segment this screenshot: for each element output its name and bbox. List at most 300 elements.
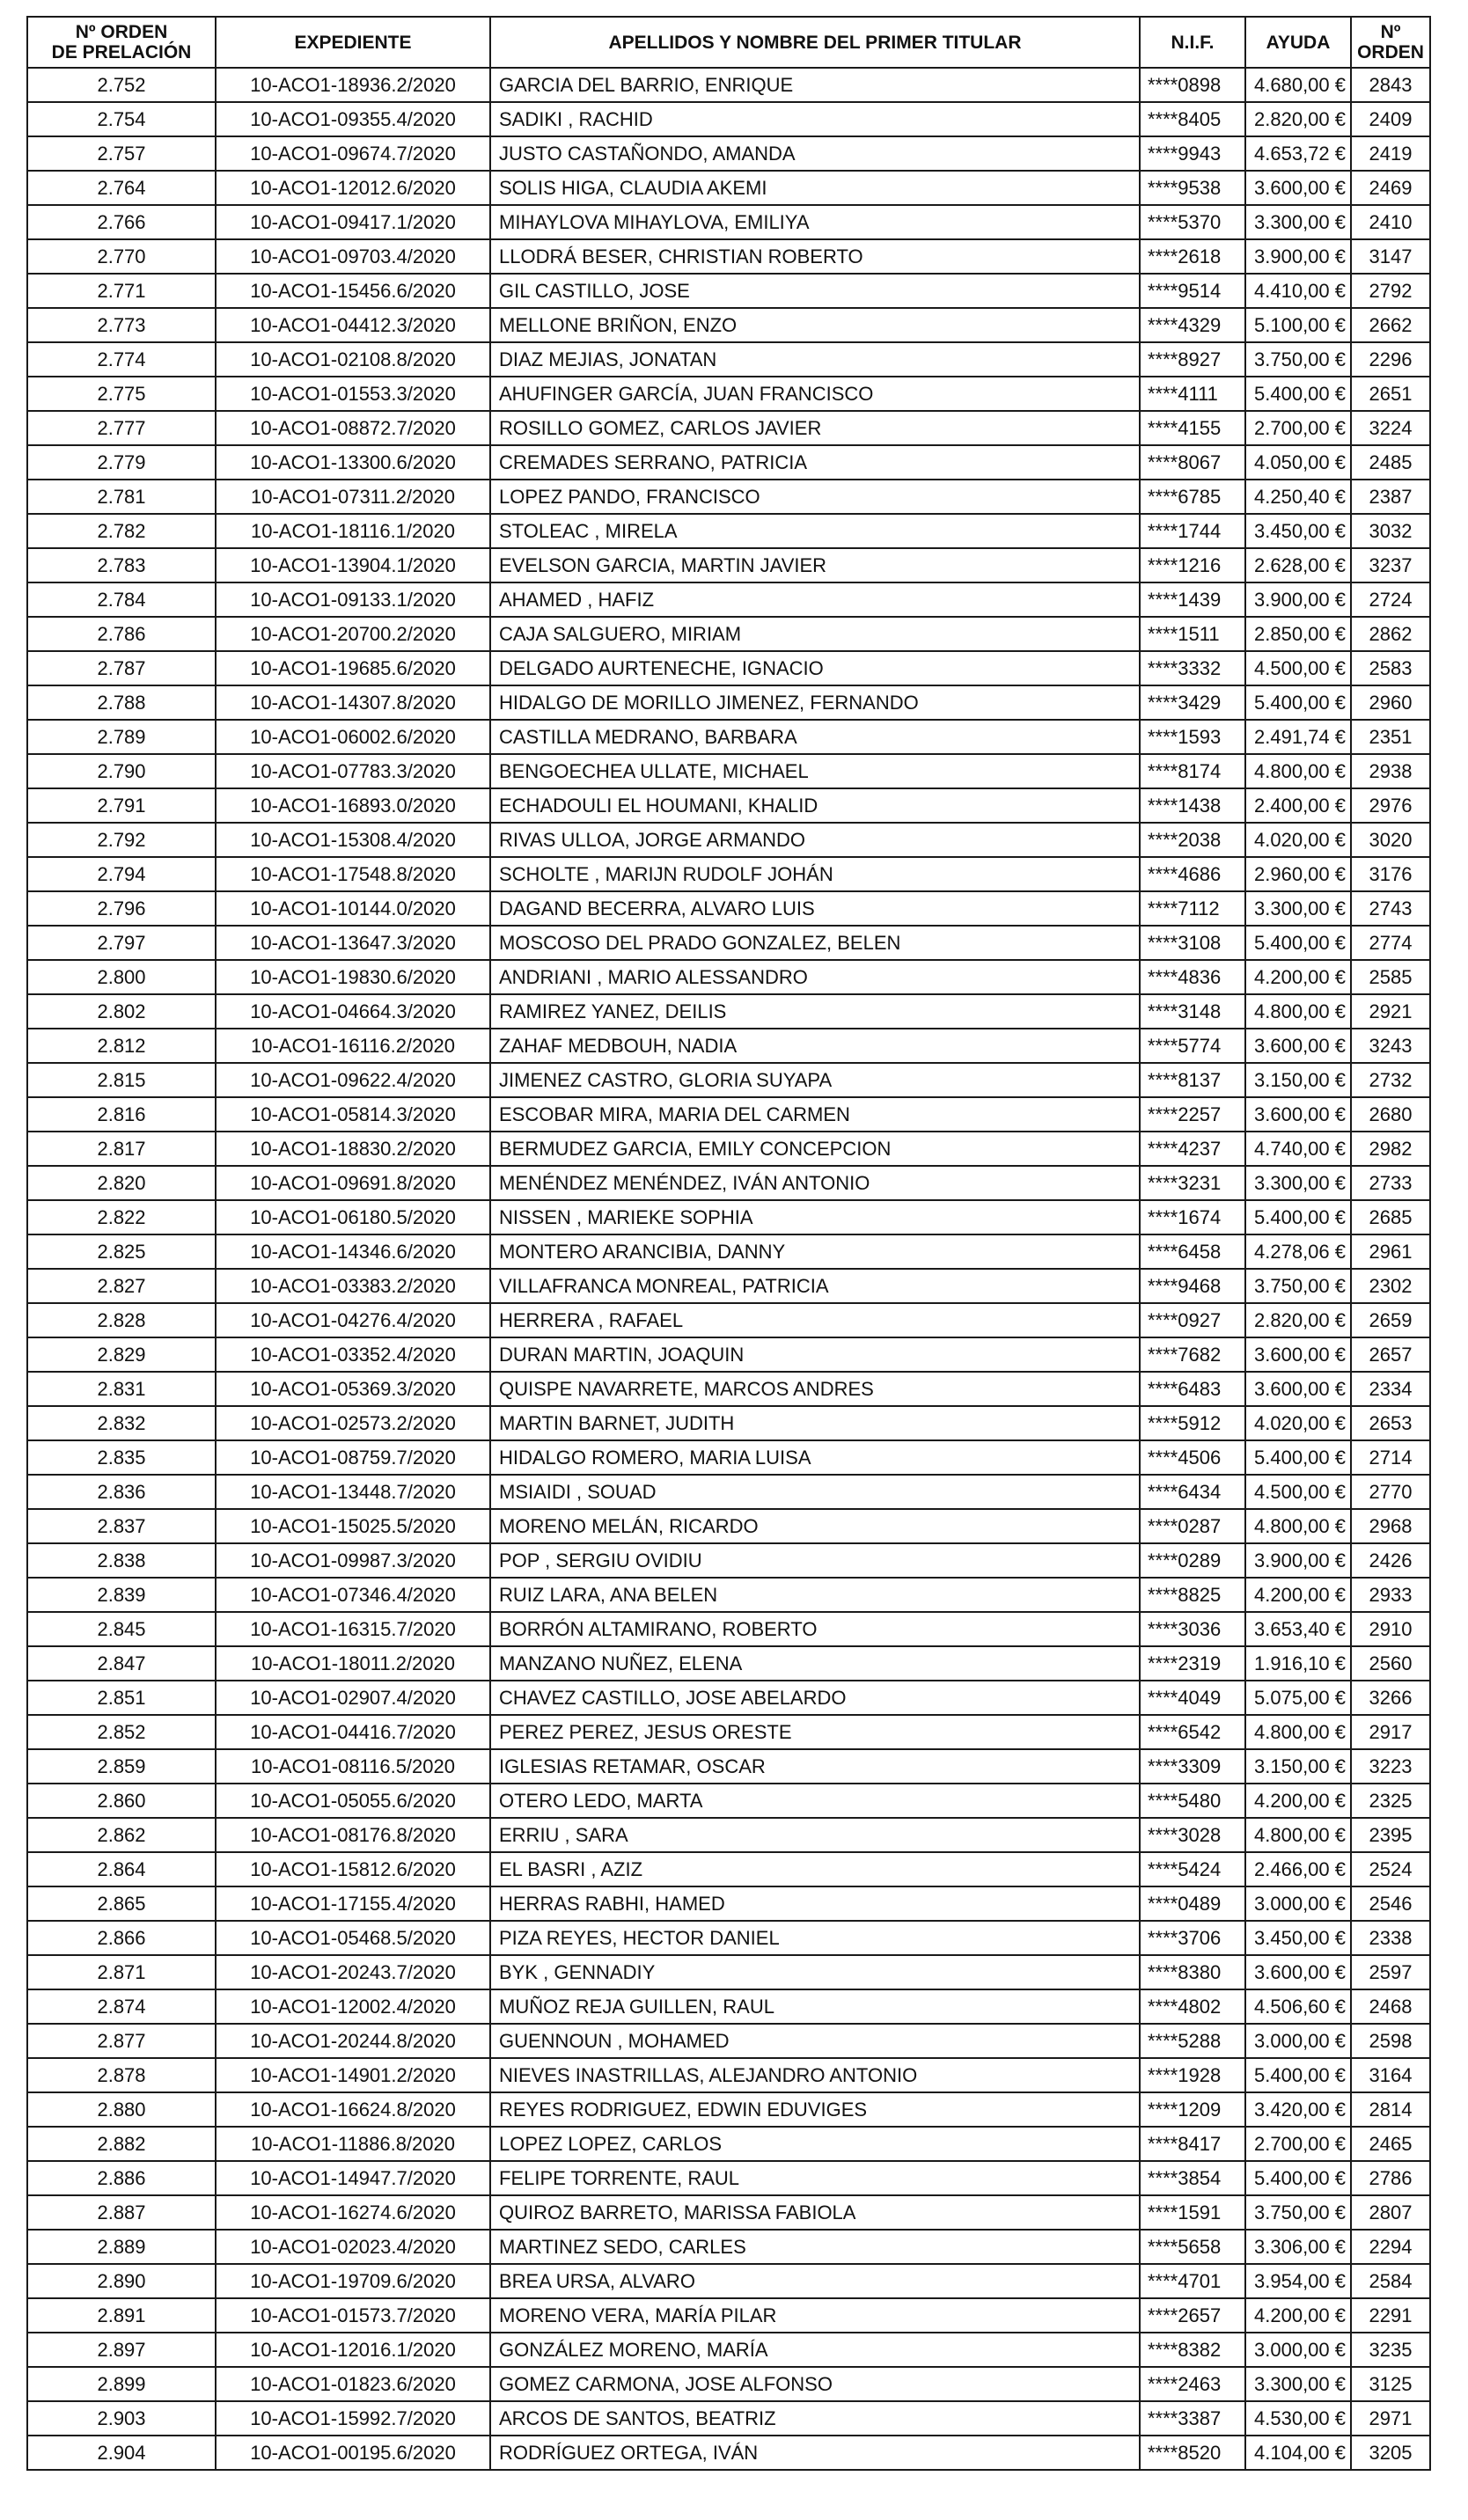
cell-nif: ****5370 bbox=[1140, 205, 1245, 239]
cell-orden: 3176 bbox=[1351, 857, 1430, 891]
cell-titular: PIZA REYES, HECTOR DANIEL bbox=[490, 1921, 1140, 1955]
cell-orden-prelacion: 2.791 bbox=[27, 788, 216, 823]
cell-orden: 2968 bbox=[1351, 1509, 1430, 1543]
table-row bbox=[27, 2264, 1430, 2298]
cell-orden: 3243 bbox=[1351, 1029, 1430, 1063]
cell-orden: 2296 bbox=[1351, 342, 1430, 377]
cell-orden: 2724 bbox=[1351, 582, 1430, 617]
cell-expediente: 10-ACO1-19685.6/2020 bbox=[216, 651, 490, 685]
cell-nif: ****0927 bbox=[1140, 1303, 1245, 1337]
cell-orden-prelacion: 2.816 bbox=[27, 1097, 216, 1132]
cell-nif: ****4049 bbox=[1140, 1681, 1245, 1715]
cell-orden-prelacion: 2.774 bbox=[27, 342, 216, 377]
cell-ayuda: 2.850,00 € bbox=[1245, 617, 1351, 651]
cell-expediente: 10-ACO1-16624.8/2020 bbox=[216, 2092, 490, 2127]
table-row bbox=[27, 308, 1430, 342]
cell-orden-prelacion: 2.802 bbox=[27, 994, 216, 1029]
cell-nif: ****8380 bbox=[1140, 1955, 1245, 1989]
table-header bbox=[27, 17, 1430, 68]
cell-ayuda: 3.150,00 € bbox=[1245, 1063, 1351, 1097]
cell-expediente: 10-ACO1-20700.2/2020 bbox=[216, 617, 490, 651]
cell-orden: 2714 bbox=[1351, 1440, 1430, 1475]
cell-orden: 2862 bbox=[1351, 617, 1430, 651]
cell-ayuda: 3.306,00 € bbox=[1245, 2230, 1351, 2264]
cell-orden: 2743 bbox=[1351, 891, 1430, 926]
cell-ayuda: 2.466,00 € bbox=[1245, 1852, 1351, 1886]
table-row bbox=[27, 1029, 1430, 1063]
cell-ayuda: 2.700,00 € bbox=[1245, 411, 1351, 445]
cell-orden-prelacion: 2.771 bbox=[27, 274, 216, 308]
cell-orden-prelacion: 2.754 bbox=[27, 102, 216, 136]
cell-ayuda: 3.750,00 € bbox=[1245, 2195, 1351, 2230]
cell-titular: RODRÍGUEZ ORTEGA, IVÁN bbox=[490, 2436, 1140, 2470]
cell-titular: JIMENEZ CASTRO, GLORIA SUYAPA bbox=[490, 1063, 1140, 1097]
header-ayuda: AYUDA bbox=[1245, 17, 1351, 68]
cell-orden: 2971 bbox=[1351, 2401, 1430, 2436]
cell-expediente: 10-ACO1-04416.7/2020 bbox=[216, 1715, 490, 1749]
cell-orden: 2351 bbox=[1351, 720, 1430, 754]
cell-titular: PEREZ PEREZ, JESUS ORESTE bbox=[490, 1715, 1140, 1749]
cell-expediente: 10-ACO1-12016.1/2020 bbox=[216, 2333, 490, 2367]
cell-expediente: 10-ACO1-18116.1/2020 bbox=[216, 514, 490, 548]
cell-orden: 3224 bbox=[1351, 411, 1430, 445]
cell-nif: ****1216 bbox=[1140, 548, 1245, 582]
cell-ayuda: 3.750,00 € bbox=[1245, 342, 1351, 377]
header-row bbox=[27, 17, 1430, 68]
cell-orden-prelacion: 2.797 bbox=[27, 926, 216, 960]
table-row bbox=[27, 2092, 1430, 2127]
cell-orden: 2732 bbox=[1351, 1063, 1430, 1097]
cell-orden-prelacion: 2.812 bbox=[27, 1029, 216, 1063]
cell-expediente: 10-ACO1-05369.3/2020 bbox=[216, 1372, 490, 1406]
cell-ayuda: 4.800,00 € bbox=[1245, 1509, 1351, 1543]
cell-orden-prelacion: 2.866 bbox=[27, 1921, 216, 1955]
cell-orden: 2921 bbox=[1351, 994, 1430, 1029]
cell-orden: 2685 bbox=[1351, 1200, 1430, 1234]
table-row bbox=[27, 2367, 1430, 2401]
cell-ayuda: 3.600,00 € bbox=[1245, 171, 1351, 205]
cell-nif: ****4836 bbox=[1140, 960, 1245, 994]
cell-titular: CAJA SALGUERO, MIRIAM bbox=[490, 617, 1140, 651]
cell-orden: 3032 bbox=[1351, 514, 1430, 548]
cell-nif: ****1928 bbox=[1140, 2058, 1245, 2092]
cell-orden: 3020 bbox=[1351, 823, 1430, 857]
cell-nif: ****1209 bbox=[1140, 2092, 1245, 2127]
table-row bbox=[27, 2333, 1430, 2367]
table-row bbox=[27, 754, 1430, 788]
cell-nif: ****2257 bbox=[1140, 1097, 1245, 1132]
cell-ayuda: 2.628,00 € bbox=[1245, 548, 1351, 582]
cell-ayuda: 5.400,00 € bbox=[1245, 1200, 1351, 1234]
cell-expediente: 10-ACO1-09622.4/2020 bbox=[216, 1063, 490, 1097]
cell-nif: ****4111 bbox=[1140, 377, 1245, 411]
cell-orden: 3205 bbox=[1351, 2436, 1430, 2470]
cell-orden: 2546 bbox=[1351, 1886, 1430, 1921]
cell-expediente: 10-ACO1-08116.5/2020 bbox=[216, 1749, 490, 1784]
cell-orden-prelacion: 2.825 bbox=[27, 1234, 216, 1269]
cell-orden-prelacion: 2.831 bbox=[27, 1372, 216, 1406]
cell-titular: GUENNOUN , MOHAMED bbox=[490, 2024, 1140, 2058]
cell-orden: 2387 bbox=[1351, 480, 1430, 514]
cell-ayuda: 4.200,00 € bbox=[1245, 960, 1351, 994]
cell-expediente: 10-ACO1-12002.4/2020 bbox=[216, 1989, 490, 2024]
cell-orden: 2485 bbox=[1351, 445, 1430, 480]
cell-ayuda: 3.000,00 € bbox=[1245, 1886, 1351, 1921]
cell-nif: ****9943 bbox=[1140, 136, 1245, 171]
cell-ayuda: 3.600,00 € bbox=[1245, 1337, 1351, 1372]
cell-titular: DAGAND BECERRA, ALVARO LUIS bbox=[490, 891, 1140, 926]
cell-expediente: 10-ACO1-01553.3/2020 bbox=[216, 377, 490, 411]
table-row bbox=[27, 926, 1430, 960]
table-row bbox=[27, 239, 1430, 274]
cell-expediente: 10-ACO1-11886.8/2020 bbox=[216, 2127, 490, 2161]
cell-expediente: 10-ACO1-13647.3/2020 bbox=[216, 926, 490, 960]
table-row bbox=[27, 1475, 1430, 1509]
table-row bbox=[27, 891, 1430, 926]
cell-orden-prelacion: 2.851 bbox=[27, 1681, 216, 1715]
cell-titular: MENÉNDEZ MENÉNDEZ, IVÁN ANTONIO bbox=[490, 1166, 1140, 1200]
cell-titular: ECHADOULI EL HOUMANI, KHALID bbox=[490, 788, 1140, 823]
cell-expediente: 10-ACO1-14901.2/2020 bbox=[216, 2058, 490, 2092]
cell-expediente: 10-ACO1-16116.2/2020 bbox=[216, 1029, 490, 1063]
cell-orden: 3125 bbox=[1351, 2367, 1430, 2401]
cell-orden-prelacion: 2.836 bbox=[27, 1475, 216, 1509]
cell-ayuda: 3.450,00 € bbox=[1245, 1921, 1351, 1955]
cell-orden: 2843 bbox=[1351, 68, 1430, 102]
table-row bbox=[27, 2058, 1430, 2092]
cell-expediente: 10-ACO1-10144.0/2020 bbox=[216, 891, 490, 926]
header-orden-prelacion bbox=[27, 17, 216, 68]
cell-orden-prelacion: 2.859 bbox=[27, 1749, 216, 1784]
cell-titular: SOLIS HIGA, CLAUDIA AKEMI bbox=[490, 171, 1140, 205]
cell-nif: ****3309 bbox=[1140, 1749, 1245, 1784]
cell-titular: MIHAYLOVA MIHAYLOVA, EMILIYA bbox=[490, 205, 1140, 239]
cell-expediente: 10-ACO1-15456.6/2020 bbox=[216, 274, 490, 308]
table-row bbox=[27, 1234, 1430, 1269]
cell-expediente: 10-ACO1-20244.8/2020 bbox=[216, 2024, 490, 2058]
cell-orden-prelacion: 2.891 bbox=[27, 2298, 216, 2333]
cell-expediente: 10-ACO1-07783.3/2020 bbox=[216, 754, 490, 788]
cell-orden-prelacion: 2.783 bbox=[27, 548, 216, 582]
table-row bbox=[27, 1955, 1430, 1989]
header-orden-line2: ORDEN bbox=[1357, 42, 1424, 62]
cell-expediente: 10-ACO1-13448.7/2020 bbox=[216, 1475, 490, 1509]
cell-ayuda: 4.020,00 € bbox=[1245, 1406, 1351, 1440]
table-row bbox=[27, 1132, 1430, 1166]
cell-titular: MORENO VERA, MARÍA PILAR bbox=[490, 2298, 1140, 2333]
cell-ayuda: 3.300,00 € bbox=[1245, 205, 1351, 239]
cell-nif: ****0489 bbox=[1140, 1886, 1245, 1921]
cell-expediente: 10-ACO1-15812.6/2020 bbox=[216, 1852, 490, 1886]
cell-orden: 2807 bbox=[1351, 2195, 1430, 2230]
cell-orden-prelacion: 2.800 bbox=[27, 960, 216, 994]
cell-nif: ****1439 bbox=[1140, 582, 1245, 617]
cell-orden-prelacion: 2.835 bbox=[27, 1440, 216, 1475]
table-row bbox=[27, 136, 1430, 171]
cell-orden-prelacion: 2.845 bbox=[27, 1612, 216, 1646]
table-row bbox=[27, 205, 1430, 239]
table-row bbox=[27, 823, 1430, 857]
cell-titular: CREMADES SERRANO, PATRICIA bbox=[490, 445, 1140, 480]
cell-ayuda: 4.506,60 € bbox=[1245, 1989, 1351, 2024]
table-row bbox=[27, 1784, 1430, 1818]
cell-expediente: 10-ACO1-09691.8/2020 bbox=[216, 1166, 490, 1200]
cell-titular: RIVAS ULLOA, JORGE ARMANDO bbox=[490, 823, 1140, 857]
cell-titular: HERRERA , RAFAEL bbox=[490, 1303, 1140, 1337]
cell-nif: ****8417 bbox=[1140, 2127, 1245, 2161]
cell-titular: REYES RODRIGUEZ, EDWIN EDUVIGES bbox=[490, 2092, 1140, 2127]
table-row bbox=[27, 68, 1430, 102]
cell-orden-prelacion: 2.886 bbox=[27, 2161, 216, 2195]
cell-titular: MANZANO NUÑEZ, ELENA bbox=[490, 1646, 1140, 1681]
cell-ayuda: 4.410,00 € bbox=[1245, 274, 1351, 308]
cell-expediente: 10-ACO1-09355.4/2020 bbox=[216, 102, 490, 136]
cell-orden: 2419 bbox=[1351, 136, 1430, 171]
cell-expediente: 10-ACO1-09703.4/2020 bbox=[216, 239, 490, 274]
cell-titular: RUIZ LARA, ANA BELEN bbox=[490, 1578, 1140, 1612]
cell-orden: 2524 bbox=[1351, 1852, 1430, 1886]
table-row bbox=[27, 960, 1430, 994]
cell-expediente: 10-ACO1-04664.3/2020 bbox=[216, 994, 490, 1029]
cell-nif: ****4701 bbox=[1140, 2264, 1245, 2298]
cell-expediente: 10-ACO1-02907.4/2020 bbox=[216, 1681, 490, 1715]
cell-expediente: 10-ACO1-02108.8/2020 bbox=[216, 342, 490, 377]
cell-ayuda: 4.500,00 € bbox=[1245, 651, 1351, 685]
cell-orden: 2395 bbox=[1351, 1818, 1430, 1852]
cell-orden: 2662 bbox=[1351, 308, 1430, 342]
cell-orden: 2426 bbox=[1351, 1543, 1430, 1578]
table-row bbox=[27, 720, 1430, 754]
cell-orden-prelacion: 2.777 bbox=[27, 411, 216, 445]
cell-ayuda: 3.954,00 € bbox=[1245, 2264, 1351, 2298]
cell-nif: ****2618 bbox=[1140, 239, 1245, 274]
cell-ayuda: 2.400,00 € bbox=[1245, 788, 1351, 823]
table-row bbox=[27, 411, 1430, 445]
cell-ayuda: 4.104,00 € bbox=[1245, 2436, 1351, 2470]
cell-titular: EL BASRI , AZIZ bbox=[490, 1852, 1140, 1886]
cell-ayuda: 2.960,00 € bbox=[1245, 857, 1351, 891]
cell-nif: ****2038 bbox=[1140, 823, 1245, 857]
cell-expediente: 10-ACO1-14307.8/2020 bbox=[216, 685, 490, 720]
cell-orden-prelacion: 2.770 bbox=[27, 239, 216, 274]
cell-nif: ****5288 bbox=[1140, 2024, 1245, 2058]
cell-titular: ERRIU , SARA bbox=[490, 1818, 1140, 1852]
cell-orden: 2960 bbox=[1351, 685, 1430, 720]
cell-orden: 2468 bbox=[1351, 1989, 1430, 2024]
cell-nif: ****1511 bbox=[1140, 617, 1245, 651]
cell-nif: ****8174 bbox=[1140, 754, 1245, 788]
cell-ayuda: 2.700,00 € bbox=[1245, 2127, 1351, 2161]
cell-ayuda: 3.450,00 € bbox=[1245, 514, 1351, 548]
cell-nif: ****3332 bbox=[1140, 651, 1245, 685]
table-row bbox=[27, 1406, 1430, 1440]
cell-ayuda: 2.491,74 € bbox=[1245, 720, 1351, 754]
cell-titular: HERRAS RABHI, HAMED bbox=[490, 1886, 1140, 1921]
table-row bbox=[27, 1921, 1430, 1955]
table-row bbox=[27, 1509, 1430, 1543]
cell-titular: MOSCOSO DEL PRADO GONZALEZ, BELEN bbox=[490, 926, 1140, 960]
cell-orden: 3237 bbox=[1351, 548, 1430, 582]
cell-titular: HIDALGO ROMERO, MARIA LUISA bbox=[490, 1440, 1140, 1475]
cell-orden-prelacion: 2.789 bbox=[27, 720, 216, 754]
cell-orden: 2465 bbox=[1351, 2127, 1430, 2161]
cell-titular: MARTINEZ SEDO, CARLES bbox=[490, 2230, 1140, 2264]
cell-nif: ****7112 bbox=[1140, 891, 1245, 926]
cell-ayuda: 5.400,00 € bbox=[1245, 2161, 1351, 2195]
cell-titular: CHAVEZ CASTILLO, JOSE ABELARDO bbox=[490, 1681, 1140, 1715]
cell-ayuda: 4.800,00 € bbox=[1245, 994, 1351, 1029]
header-orden-prelacion-line2: DE PRELACIÓN bbox=[51, 42, 192, 62]
cell-orden-prelacion: 2.817 bbox=[27, 1132, 216, 1166]
cell-orden: 2584 bbox=[1351, 2264, 1430, 2298]
cell-ayuda: 4.020,00 € bbox=[1245, 823, 1351, 857]
cell-titular: NIEVES INASTRILLAS, ALEJANDRO ANTONIO bbox=[490, 2058, 1140, 2092]
table-row bbox=[27, 685, 1430, 720]
cell-nif: ****9538 bbox=[1140, 171, 1245, 205]
table-row bbox=[27, 377, 1430, 411]
cell-orden: 2583 bbox=[1351, 651, 1430, 685]
table-row bbox=[27, 171, 1430, 205]
cell-orden: 2598 bbox=[1351, 2024, 1430, 2058]
cell-titular: OTERO LEDO, MARTA bbox=[490, 1784, 1140, 1818]
cell-ayuda: 3.750,00 € bbox=[1245, 1269, 1351, 1303]
cell-ayuda: 5.400,00 € bbox=[1245, 377, 1351, 411]
cell-expediente: 10-ACO1-02573.2/2020 bbox=[216, 1406, 490, 1440]
cell-ayuda: 1.916,10 € bbox=[1245, 1646, 1351, 1681]
cell-orden-prelacion: 2.865 bbox=[27, 1886, 216, 1921]
cell-ayuda: 4.250,40 € bbox=[1245, 480, 1351, 514]
cell-orden-prelacion: 2.782 bbox=[27, 514, 216, 548]
table-row bbox=[27, 1852, 1430, 1886]
cell-orden: 2338 bbox=[1351, 1921, 1430, 1955]
cell-nif: ****5658 bbox=[1140, 2230, 1245, 2264]
cell-titular: VILLAFRANCA MONREAL, PATRICIA bbox=[490, 1269, 1140, 1303]
table-row bbox=[27, 1097, 1430, 1132]
table-row bbox=[27, 1989, 1430, 2024]
cell-expediente: 10-ACO1-09133.1/2020 bbox=[216, 582, 490, 617]
cell-orden: 2409 bbox=[1351, 102, 1430, 136]
cell-orden: 3223 bbox=[1351, 1749, 1430, 1784]
table-row bbox=[27, 2127, 1430, 2161]
cell-orden: 3266 bbox=[1351, 1681, 1430, 1715]
cell-orden-prelacion: 2.871 bbox=[27, 1955, 216, 1989]
cell-ayuda: 3.000,00 € bbox=[1245, 2024, 1351, 2058]
cell-orden-prelacion: 2.862 bbox=[27, 1818, 216, 1852]
cell-nif: ****4237 bbox=[1140, 1132, 1245, 1166]
table-row bbox=[27, 1372, 1430, 1406]
cell-expediente: 10-ACO1-03383.2/2020 bbox=[216, 1269, 490, 1303]
cell-orden-prelacion: 2.787 bbox=[27, 651, 216, 685]
cell-nif: ****1591 bbox=[1140, 2195, 1245, 2230]
cell-titular: NISSEN , MARIEKE SOPHIA bbox=[490, 1200, 1140, 1234]
cell-nif: ****4155 bbox=[1140, 411, 1245, 445]
cell-ayuda: 2.820,00 € bbox=[1245, 102, 1351, 136]
cell-titular: BYK , GENNADIY bbox=[490, 1955, 1140, 1989]
cell-orden: 2910 bbox=[1351, 1612, 1430, 1646]
table-row bbox=[27, 548, 1430, 582]
cell-nif: ****5774 bbox=[1140, 1029, 1245, 1063]
cell-titular: EVELSON GARCIA, MARTIN JAVIER bbox=[490, 548, 1140, 582]
cell-titular: AHUFINGER GARCÍA, JUAN FRANCISCO bbox=[490, 377, 1140, 411]
cell-expediente: 10-ACO1-05468.5/2020 bbox=[216, 1921, 490, 1955]
cell-ayuda: 4.200,00 € bbox=[1245, 2298, 1351, 2333]
cell-expediente: 10-ACO1-00195.6/2020 bbox=[216, 2436, 490, 2470]
cell-orden: 2653 bbox=[1351, 1406, 1430, 1440]
cell-titular: BENGOECHEA ULLATE, MICHAEL bbox=[490, 754, 1140, 788]
cell-orden: 2976 bbox=[1351, 788, 1430, 823]
cell-orden-prelacion: 2.820 bbox=[27, 1166, 216, 1200]
cell-orden-prelacion: 2.890 bbox=[27, 2264, 216, 2298]
cell-orden-prelacion: 2.903 bbox=[27, 2401, 216, 2436]
cell-ayuda: 4.200,00 € bbox=[1245, 1784, 1351, 1818]
cell-titular: LOPEZ PANDO, FRANCISCO bbox=[490, 480, 1140, 514]
cell-titular: MELLONE BRIÑON, ENZO bbox=[490, 308, 1140, 342]
cell-expediente: 10-ACO1-06002.6/2020 bbox=[216, 720, 490, 754]
cell-orden-prelacion: 2.878 bbox=[27, 2058, 216, 2092]
beneficiaries-table bbox=[26, 16, 1431, 2471]
cell-expediente: 10-ACO1-04276.4/2020 bbox=[216, 1303, 490, 1337]
cell-nif: ****8067 bbox=[1140, 445, 1245, 480]
cell-titular: LLODRÁ BESER, CHRISTIAN ROBERTO bbox=[490, 239, 1140, 274]
table-row bbox=[27, 857, 1430, 891]
table-body bbox=[27, 68, 1430, 2470]
cell-nif: ****6458 bbox=[1140, 1234, 1245, 1269]
cell-orden-prelacion: 2.766 bbox=[27, 205, 216, 239]
cell-expediente: 10-ACO1-18936.2/2020 bbox=[216, 68, 490, 102]
cell-titular: FELIPE TORRENTE, RAUL bbox=[490, 2161, 1140, 2195]
cell-orden-prelacion: 2.779 bbox=[27, 445, 216, 480]
cell-nif: ****3148 bbox=[1140, 994, 1245, 1029]
cell-nif: ****3854 bbox=[1140, 2161, 1245, 2195]
cell-ayuda: 4.653,72 € bbox=[1245, 136, 1351, 171]
table-row bbox=[27, 2161, 1430, 2195]
cell-ayuda: 5.400,00 € bbox=[1245, 926, 1351, 960]
cell-titular: MONTERO ARANCIBIA, DANNY bbox=[490, 1234, 1140, 1269]
cell-expediente: 10-ACO1-03352.4/2020 bbox=[216, 1337, 490, 1372]
cell-nif: ****6483 bbox=[1140, 1372, 1245, 1406]
cell-expediente: 10-ACO1-13904.1/2020 bbox=[216, 548, 490, 582]
table-row bbox=[27, 1543, 1430, 1578]
cell-orden-prelacion: 2.792 bbox=[27, 823, 216, 857]
table-row bbox=[27, 1200, 1430, 1234]
cell-ayuda: 4.050,00 € bbox=[1245, 445, 1351, 480]
cell-orden-prelacion: 2.796 bbox=[27, 891, 216, 926]
cell-orden: 2770 bbox=[1351, 1475, 1430, 1509]
cell-nif: ****1438 bbox=[1140, 788, 1245, 823]
cell-nif: ****6542 bbox=[1140, 1715, 1245, 1749]
cell-orden: 2657 bbox=[1351, 1337, 1430, 1372]
cell-titular: ESCOBAR MIRA, MARIA DEL CARMEN bbox=[490, 1097, 1140, 1132]
cell-expediente: 10-ACO1-14346.6/2020 bbox=[216, 1234, 490, 1269]
cell-orden: 2792 bbox=[1351, 274, 1430, 308]
cell-nif: ****8382 bbox=[1140, 2333, 1245, 2367]
cell-orden-prelacion: 2.852 bbox=[27, 1715, 216, 1749]
cell-nif: ****0898 bbox=[1140, 68, 1245, 102]
cell-titular: SADIKI , RACHID bbox=[490, 102, 1140, 136]
cell-ayuda: 4.500,00 € bbox=[1245, 1475, 1351, 1509]
cell-orden: 2774 bbox=[1351, 926, 1430, 960]
cell-orden-prelacion: 2.880 bbox=[27, 2092, 216, 2127]
cell-expediente: 10-ACO1-19709.6/2020 bbox=[216, 2264, 490, 2298]
cell-expediente: 10-ACO1-09987.3/2020 bbox=[216, 1543, 490, 1578]
cell-nif: ****3706 bbox=[1140, 1921, 1245, 1955]
cell-orden: 2982 bbox=[1351, 1132, 1430, 1166]
cell-orden-prelacion: 2.784 bbox=[27, 582, 216, 617]
cell-orden: 2680 bbox=[1351, 1097, 1430, 1132]
cell-ayuda: 4.800,00 € bbox=[1245, 1715, 1351, 1749]
table-row bbox=[27, 1681, 1430, 1715]
cell-titular: MSIAIDI , SOUAD bbox=[490, 1475, 1140, 1509]
